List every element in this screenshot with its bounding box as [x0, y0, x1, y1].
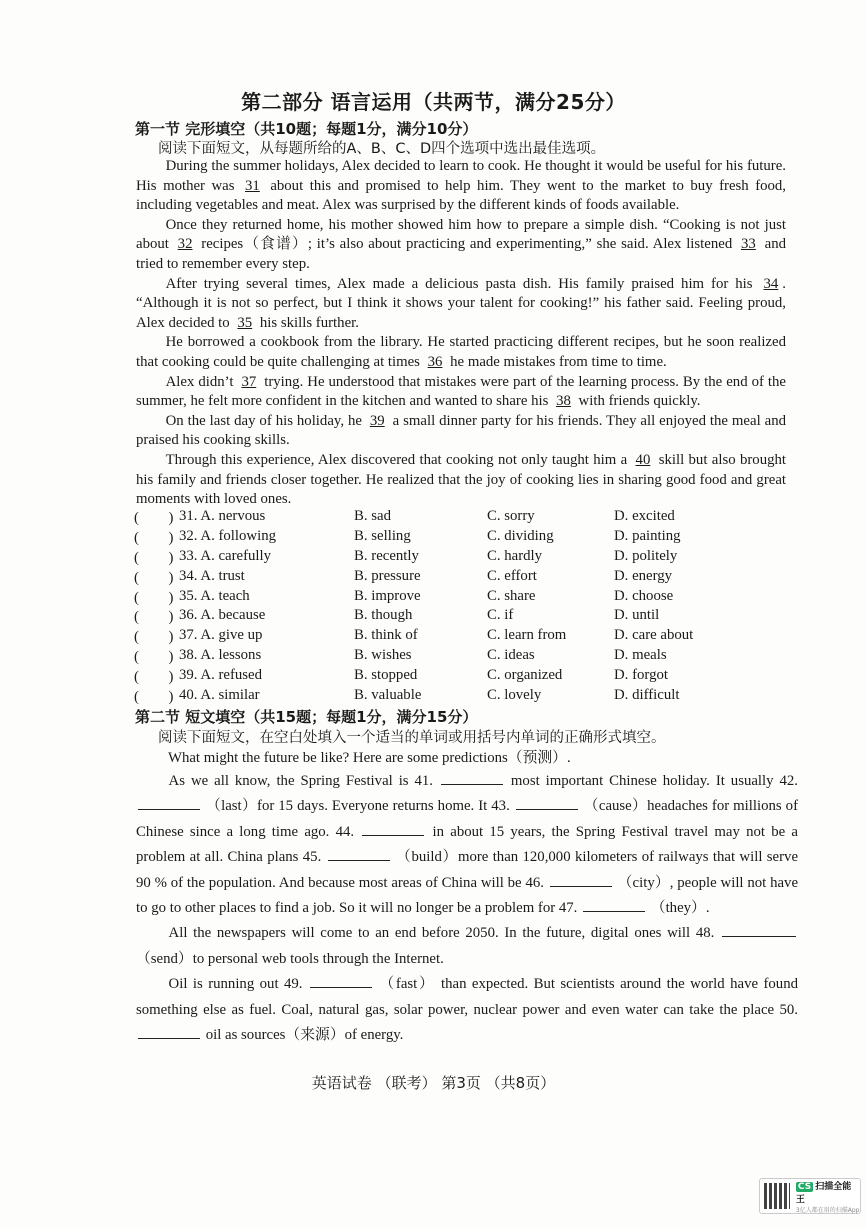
cloze-passage	[136, 157, 786, 510]
option-c[interactable]: C. share	[487, 587, 536, 604]
option-a[interactable]: 36. A. because	[179, 607, 266, 624]
cloze-paragraph	[136, 216, 786, 275]
text-run: oil as sources（来源）of energy.	[205, 1027, 404, 1044]
scanner-label	[796, 1179, 860, 1214]
blank-41[interactable]	[441, 772, 503, 785]
text-run: Once they returned home, his mother showed him how to prepare a simple dish. “Cooking is not just about	[136, 216, 786, 253]
option-b[interactable]: B. stopped	[354, 666, 418, 683]
text-run: On the last day of his holiday, he	[165, 412, 366, 429]
blank-49[interactable]	[310, 975, 372, 988]
option-a[interactable]: 33. A. carefully	[179, 547, 272, 564]
option-d[interactable]: D. energy	[614, 567, 673, 584]
blank-32[interactable]: 32	[177, 236, 193, 253]
option-d[interactable]: D. painting	[614, 528, 681, 545]
answer-bracket[interactable]: ( )	[134, 609, 174, 626]
fill-passage	[136, 769, 798, 1048]
blank-47[interactable]	[583, 899, 645, 912]
option-c[interactable]: C. lovely	[487, 686, 542, 703]
blank-38[interactable]: 38	[556, 393, 571, 410]
scanner-watermark	[759, 1178, 861, 1214]
option-d[interactable]: D. excited	[614, 508, 675, 525]
blank-50[interactable]	[138, 1026, 200, 1039]
text-run: in about 15 years, the Spring Festival travel may not be a problem at all. China plans 45.	[136, 823, 798, 866]
blank-42[interactable]	[138, 797, 200, 810]
text-run: skill but also brought his family and friends closer together. He realized that the joy of cooking lies in sharing good food and great moments with loved ones.	[136, 451, 786, 508]
fill-paragraph-1	[136, 769, 798, 921]
option-a[interactable]: 37. A. give up	[179, 627, 263, 644]
cloze-paragraph	[136, 412, 786, 451]
blank-36[interactable]: 36	[427, 353, 443, 370]
text-run: （cause）headaches for millions of Chinese since a long time ago. 44.	[136, 798, 798, 840]
fill-paragraph-3	[136, 972, 798, 1048]
option-b[interactable]: B. pressure	[354, 567, 421, 584]
option-a[interactable]: 31. A. nervous	[179, 508, 266, 525]
option-row	[134, 626, 794, 646]
answer-bracket[interactable]: ( )	[134, 629, 174, 646]
text-run: （send）to personal web tools through the Internet.	[136, 950, 444, 967]
text-run: most important Chinese holiday. It usually 42.	[510, 773, 798, 789]
text-run: （city）, people will not have to go to other places to find a job. So it will no longer be a problem for 47.	[136, 874, 799, 917]
fill-paragraph-2	[136, 921, 798, 972]
option-d[interactable]: D. choose	[614, 587, 674, 604]
option-a[interactable]: 32. A. following	[179, 528, 277, 545]
page-footer: 英语试卷 （联考） 第3页 （共8页）	[311, 1074, 556, 1092]
cloze-paragraph	[136, 275, 786, 334]
text-run: a small dinner party for his friends. They all enjoyed the meal and praised his cooking skills.	[136, 412, 786, 449]
text-run: （last）for 15 days. Everyone returns home. It 43.	[206, 798, 510, 815]
qr-code-icon	[764, 1183, 790, 1209]
cloze-paragraph	[136, 373, 786, 412]
blank-44[interactable]	[362, 823, 424, 836]
option-row	[134, 566, 794, 586]
option-c[interactable]: C. dividing	[487, 528, 554, 545]
option-c[interactable]: C. learn from	[487, 627, 567, 644]
answer-bracket[interactable]: ( )	[134, 530, 174, 547]
cloze-options	[134, 507, 794, 705]
option-a[interactable]: 38. A. lessons	[179, 646, 262, 663]
answer-bracket[interactable]: ( )	[134, 688, 174, 705]
text-run: with friends quickly.	[574, 393, 701, 410]
text-run: （they）.	[650, 900, 710, 917]
section2-instruction: 阅读下面短文，在空白处填入一个适当的单词或用括号内单词的正确形式填空。	[158, 730, 666, 746]
blank-31[interactable]: 31	[245, 177, 260, 194]
option-c[interactable]: C. hardly	[487, 547, 543, 564]
answer-bracket[interactable]: ( )	[134, 589, 174, 606]
option-row	[134, 606, 794, 626]
option-a[interactable]: 34. A. trust	[179, 567, 245, 584]
blank-37[interactable]: 37	[241, 373, 257, 390]
text-run: he made mistakes from time to time.	[446, 353, 667, 370]
text-run: As we all know, the Spring Festival is 41.	[168, 773, 434, 789]
blank-40[interactable]: 40	[635, 451, 651, 468]
answer-bracket[interactable]: ( )	[134, 569, 174, 586]
blank-34[interactable]: 34	[763, 275, 779, 292]
option-a[interactable]: 40. A. similar	[179, 686, 260, 703]
text-run: All the newspapers will come to an end before 2050. In the future, digital ones will 48.	[168, 925, 715, 942]
blank-43[interactable]	[516, 797, 578, 810]
option-b[interactable]: B. improve	[354, 587, 421, 604]
cloze-paragraph	[136, 157, 786, 216]
section2-intro: What might the future be like? Here are some predictions（预测）.	[168, 750, 571, 766]
text-run: about this and promised to help him. They went to the market to buy fresh food, including vegetables and meat. Alex was surprised by the different kinds of foods available.	[136, 177, 787, 214]
option-b[interactable]: B. valuable	[354, 686, 422, 703]
option-c[interactable]: C. ideas	[487, 646, 535, 663]
option-d[interactable]: D. politely	[614, 547, 678, 564]
text-run: trying. He understood that mistakes were part of the learning process. By the end of the summer, he felt more confident in the kitchen and wanted to share his	[136, 373, 786, 410]
scanner-slogan: 3亿人都在用的扫描App	[795, 1206, 860, 1214]
option-c[interactable]: C. if	[487, 607, 514, 624]
text-run: （build）more than 120,000 kilometers of railways that will serve 90 % of the population. And because most areas of China will be 46.	[136, 849, 799, 891]
text-run: his skills further.	[256, 314, 359, 331]
cloze-paragraph	[136, 451, 786, 510]
section1-instruction: 阅读下面短文，从每题所给的A、B、C、D四个选项中选出最佳选项。	[158, 141, 606, 157]
option-row	[134, 547, 794, 567]
text-run: Through this experience, Alex discovered that cooking not only taught him a	[165, 451, 632, 468]
option-d[interactable]: D. forgot	[614, 666, 668, 683]
blank-48[interactable]	[722, 924, 796, 937]
option-row	[134, 646, 794, 666]
section2-heading: 第二节 短文填空（共15题；每题1分，满分15分）	[135, 708, 478, 726]
answer-bracket[interactable]: ( )	[134, 550, 174, 566]
option-a[interactable]: 35. A. teach	[179, 587, 250, 604]
option-b[interactable]: B. selling	[354, 528, 411, 545]
text-run: and tried to remember every step.	[136, 236, 786, 272]
option-d[interactable]: D. until	[614, 607, 660, 624]
text-run: . “Although it is not so perfect, but I think it shows your talent for cooking!” his father said. Feeling proud, Alex decided to	[136, 275, 786, 331]
option-d[interactable]: D. meals	[614, 646, 667, 663]
blank-45[interactable]	[328, 848, 390, 861]
answer-bracket[interactable]: ( )	[134, 510, 174, 527]
scanner-name: 扫描全能王	[795, 1181, 852, 1205]
answer-bracket[interactable]: ( )	[134, 648, 174, 665]
option-c[interactable]: C. effort	[487, 567, 537, 584]
blank-46[interactable]	[550, 874, 612, 887]
option-row	[134, 507, 794, 527]
option-a[interactable]: 39. A. refused	[179, 666, 263, 683]
text-run: He borrowed a cookbook from the library. He started practicing different recipes, but he soon realized that cooking could be quite challenging at times	[136, 334, 786, 370]
option-row	[134, 685, 794, 705]
option-row	[134, 665, 794, 685]
scanner-logo: CS	[797, 1181, 812, 1192]
answer-bracket[interactable]: ( )	[134, 668, 174, 685]
option-b[interactable]: B. though	[354, 607, 413, 624]
option-d[interactable]: D. care about	[614, 627, 694, 644]
blank-35[interactable]: 35	[237, 314, 253, 331]
option-b[interactable]: B. sad	[354, 508, 391, 525]
blank-39[interactable]: 39	[369, 412, 385, 429]
text-run: recipes（食谱）; it’s also about practicing and experimenting,” she said. Alex listened	[196, 236, 738, 253]
text-run: Oil is running out 49.	[168, 976, 303, 993]
option-b[interactable]: B. wishes	[354, 646, 412, 663]
option-c[interactable]: C. sorry	[487, 508, 535, 525]
option-row	[134, 527, 794, 547]
text-run: Alex didn’t	[165, 373, 238, 390]
text-run: （fast） than expected. But scientists around the world have found something else as fuel. Coal, natural gas, solar power, nuclear power and even water can take the place 50.	[136, 976, 798, 1018]
option-row	[134, 586, 794, 606]
section1-heading: 第一节 完形填空（共10题；每题1分，满分10分）	[135, 120, 478, 138]
part-title: 第二部分 语言运用（共两节，满分25分）	[241, 90, 626, 114]
option-b[interactable]: B. recently	[354, 547, 419, 564]
option-b[interactable]: B. think of	[354, 627, 418, 644]
text-run: After trying several times, Alex made a delicious pasta dish. His family praised him for his	[165, 275, 760, 292]
blank-33[interactable]: 33	[741, 236, 756, 253]
option-d[interactable]: D. difficult	[614, 686, 680, 703]
cloze-paragraph	[136, 333, 786, 372]
option-c[interactable]: C. organized	[487, 666, 563, 683]
text-run: During the summer holidays, Alex decided to learn to cook. He thought it would be useful for his future. His mother was	[136, 158, 786, 194]
